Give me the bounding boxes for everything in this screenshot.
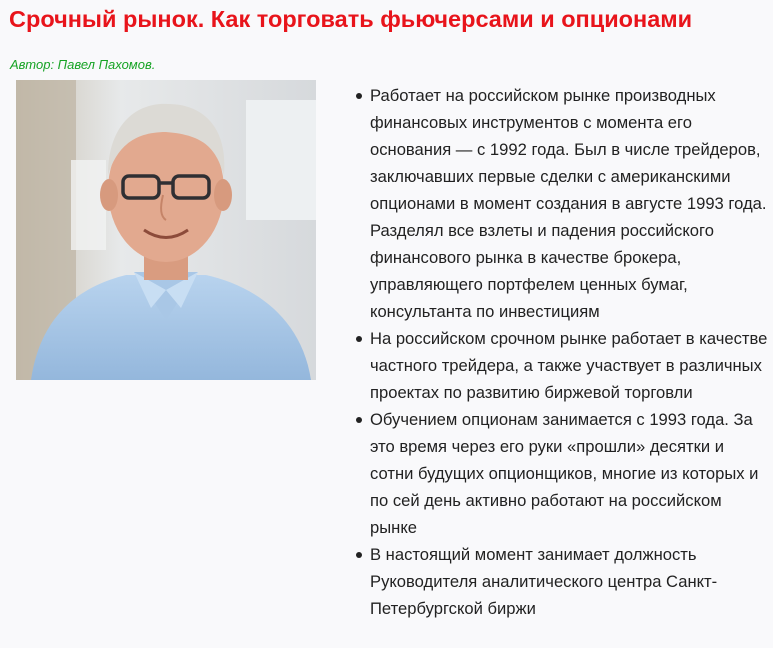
list-item-text: Работает на российском рынке производных финансовых инструментов с момента его основания — с 1992 года. Был в числе трейдеров, заключавших первые сделки с американскими опционами в момент создания в августе 1993 года. Разделял все взлеты и падения российского финансового рынка в качестве брокера, управляющего портфелем ценных бумаг, консультанта по инвестициям <box>370 86 767 321</box>
list-item <box>352 82 770 325</box>
bullet-icon <box>356 552 362 558</box>
list-item <box>352 406 770 541</box>
bullet-icon <box>356 93 362 99</box>
bullet-icon <box>356 336 362 342</box>
author-line: Автор: Павел Пахомов. <box>10 57 156 72</box>
list-item <box>352 541 770 622</box>
list-item-text: На российском срочном рынке работает в качестве частного трейдера, а также участвует в различных проектах по развитию биржевой торговли <box>370 329 768 402</box>
list-item <box>352 325 770 406</box>
bio-list <box>352 82 770 622</box>
list-item-text: Обучением опционам занимается с 1993 года. За это время через его руки «прошли» десятки и сотни будущих опционщиков, многие из которых и по сей день активно работают на российском рынке <box>370 410 759 537</box>
list-item-text: В настоящий момент занимает должность Руководителя аналитического центра Санкт-Петербургской биржи <box>370 545 718 618</box>
author-photo <box>16 80 316 380</box>
page-title: Срочный рынок. Как торговать фьючерсами и опционами <box>9 6 693 32</box>
bullet-icon <box>356 417 362 423</box>
